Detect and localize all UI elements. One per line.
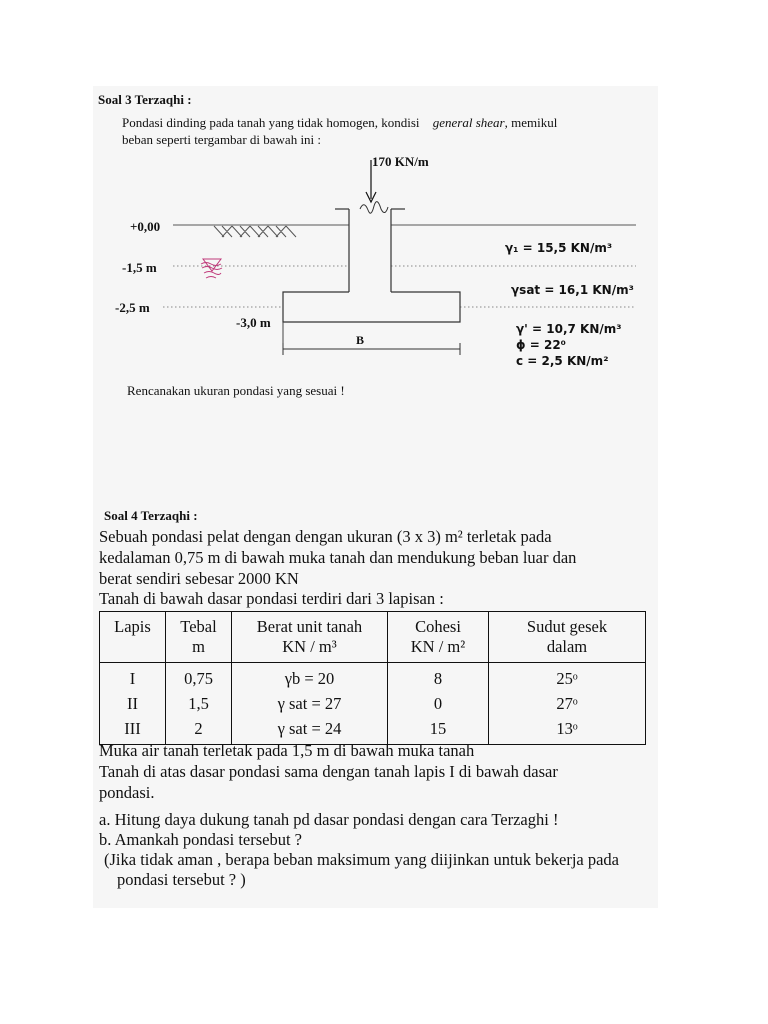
question-a: a. Hitung daya dukung tanah pd dasar pondasi dengan cara Terzaghi ! [99, 810, 559, 829]
intro-text-a: Pondasi dinding pada tanah yang tidak homogen, kondisi [122, 115, 420, 130]
width-label: B [356, 333, 365, 347]
level-2-label: -2,5 m [115, 300, 150, 315]
intro-text-emphasis: general shear [432, 115, 505, 130]
phi-value: ϕ = 22⁰ [516, 338, 566, 352]
cohesion-value: c = 2,5 KN/m² [516, 354, 609, 368]
wall-break-symbol [360, 202, 388, 214]
header-sudut: Sudut gesek dalam [489, 612, 646, 663]
cell-cohesi: 8 [388, 663, 489, 692]
cell-tebal: 1,5 [166, 691, 232, 716]
soal4-para-line4: Tanah di bawah dasar pondasi terdiri dari 3 lapisan : [99, 589, 444, 608]
intro-text-c: , memikul [504, 115, 558, 130]
cell-sudut: 13ᵒ [489, 716, 646, 745]
soil-layer-table [99, 611, 646, 745]
cell-berat: γb = 20 [232, 663, 388, 692]
load-label: 170 KN/m [372, 154, 429, 169]
header-tebal: Tebal m [166, 612, 232, 663]
cell-sudut: 27ᵒ [489, 691, 646, 716]
cell-cohesi: 15 [388, 716, 489, 745]
level-0-label: +0,00 [130, 219, 161, 234]
note-line1: (Jika tidak aman , berapa beban maksimum yang diijinkan untuk bekerja pada [104, 850, 620, 869]
gamma1-value: γ₁ = 15,5 KN/m³ [505, 241, 613, 255]
cell-berat: γ sat = 24 [232, 716, 388, 745]
table-row [100, 663, 646, 692]
soal4-heading: Soal 4 Terzaqhi : [104, 508, 198, 523]
note-line2: pondasi tersebut ? ) [117, 870, 246, 889]
soal3-intro-line2: beban seperti tergambar di bawah ini : [122, 132, 322, 147]
footing-outline [283, 292, 460, 322]
soil-hatch-symbol [214, 226, 296, 237]
after-line2: Tanah di atas dasar pondasi sama dengan tanah lapis I di bawah dasar [99, 762, 558, 781]
cell-tebal: 0,75 [166, 663, 232, 692]
header-cohesi: Cohesi KN / m² [388, 612, 489, 663]
cell-sudut: 25ᵒ [489, 663, 646, 692]
gamma-prime-value: γ' = 10,7 KN/m³ [516, 322, 622, 336]
level-1-label: -1,5 m [122, 260, 157, 275]
soal4-para-line1: Sebuah pondasi pelat dengan dengan ukuran (3 x 3) m² terletak pada [99, 527, 552, 546]
soal4-para-line3: berat sendiri sebesar 2000 KN [99, 569, 299, 588]
soal3-heading: Soal 3 Terzaqhi : [98, 92, 192, 107]
cell-berat: γ sat = 27 [232, 691, 388, 716]
cell-lapis: II [100, 691, 166, 716]
cell-lapis: I [100, 663, 166, 692]
header-berat: Berat unit tanah KN / m³ [232, 612, 388, 663]
gamma-sat-value: γsat = 16,1 KN/m³ [511, 283, 634, 297]
cell-lapis: III [100, 716, 166, 745]
cell-cohesi: 0 [388, 691, 489, 716]
header-lapis: Lapis [100, 612, 166, 663]
cell-tebal: 2 [166, 716, 232, 745]
soal4-para-line2: kedalaman 0,75 m di bawah muka tanah dan mendukung beban luar dan [99, 548, 577, 567]
soal3-instruction: Rencanakan ukuran pondasi yang sesuai ! [127, 383, 345, 398]
after-line1: Muka air tanah terletak pada 1,5 m di bawah muka tanah [99, 741, 475, 760]
question-b: b. Amankah pondasi tersebut ? [99, 830, 302, 849]
after-line3: pondasi. [99, 783, 155, 802]
table-row [100, 691, 646, 716]
table-header-row [100, 612, 646, 663]
level-3-label: -3,0 m [236, 315, 271, 330]
